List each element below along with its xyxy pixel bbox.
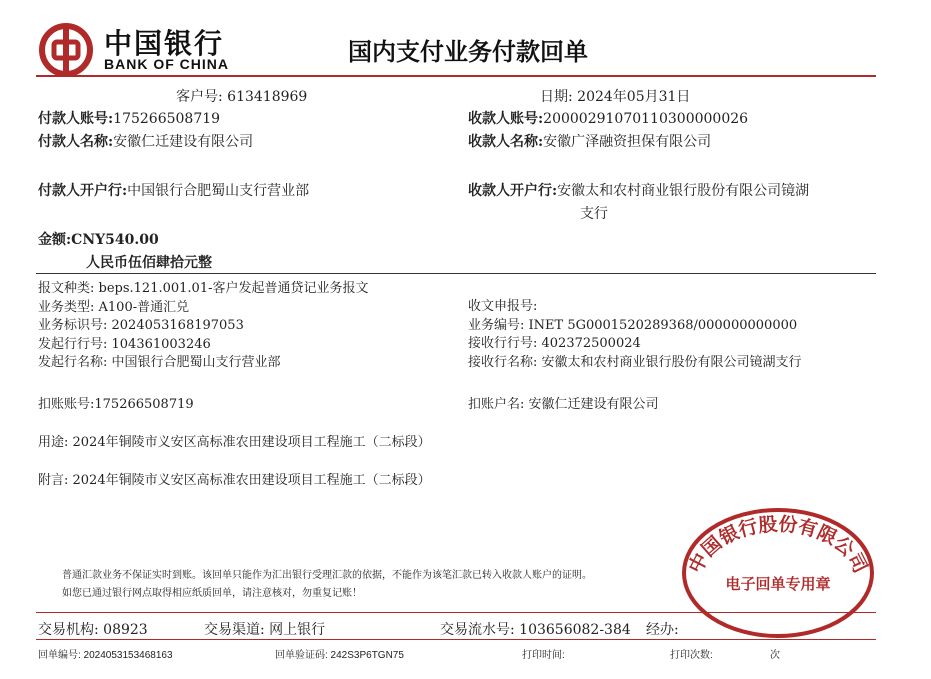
electronic-seal [678,505,878,644]
receipt-no: 回单编号: 2024053153468163 [38,650,173,661]
payee-account-label: 收款人账号: [468,111,544,127]
amount-words: 人民币伍佰肆拾元整 [86,255,212,271]
send-bank-no: 发起行行号: 104361003246 [38,336,211,352]
amount-label: 金额: [38,232,72,248]
print-count: 打印次数: [670,650,713,661]
remark: 附言: 2024年铜陵市义安区高标准农田建设项目工程施工（二标段） [38,473,431,488]
payer-account-row [38,108,220,128]
bank-name-cn: 中国银行 [104,27,225,60]
page-title: 国内支付业务付款回单 [348,37,588,66]
msg-type: 报文种类: beps.121.001.01-客户发起普通贷记业务报文 [38,281,369,296]
notice-line1: 普通汇款业务不保证实时到账。该回单只能作为汇出银行受理汇款的依据，不能作为该笔汇款已转入收款人账户的证明。 [62,570,592,581]
details-right [468,298,802,372]
debit-account: 扣账账号:175266508719 [38,397,194,412]
biz-no: 业务编号: INET 5G0001520289368/000000000000 [468,317,798,333]
payee-bank-label: 收款人开户行: [468,183,558,199]
seal-top-text: 中国银行股份有限公司 [684,513,872,577]
payer-name-row [38,131,253,151]
send-bank-name: 发起行名称: 中国银行合肥蜀山支行营业部 [38,355,281,370]
recv-bank-no: 接收行行号: 402372500024 [468,336,641,351]
payer-bank-row [38,180,309,200]
receipt-report-no: 收文申报号: [468,299,538,314]
print-time: 打印时间: [522,650,565,661]
debit-name: 扣账户名: 安徽仁迁建设有限公司 [468,397,659,412]
trade-channel: 交易渠道: 网上银行 [204,622,326,638]
payee-name-row [468,131,711,151]
footer-bottom-divider [36,639,876,640]
payer-name-label: 付款人名称: [38,134,114,150]
details-left [38,280,368,373]
receipt-date: 日期: 2024年05月31日 [540,89,691,105]
payee-name-label: 收款人名称: [468,134,544,150]
notice-line2: 如您已通过银行网点取得相应纸质回单，请注意核对，勿重复记账！ [62,588,362,599]
biz-type: 业务类型: A100-普通汇兑 [38,299,190,315]
seal-bottom-text: 电子回单专用章 [725,575,831,593]
payee-bank-line2: 支行 [580,206,608,222]
payee-account-row [468,108,748,128]
trade-serial: 交易流水号: 103656082-384 [440,622,631,638]
verify-code: 回单验证码: 242S3P6TGN75 [275,650,404,661]
bank-name-en: BANK OF CHINA [104,56,229,72]
handler: 经办: [646,622,679,638]
purpose: 用途: 2024年铜陵市义安区高标准农田建设项目工程施工（二标段） [38,435,431,450]
payer-bank-label: 付款人开户行: [38,183,128,199]
amount-divider [36,273,876,274]
svg-text:中国银行股份有限公司 [684,512,872,576]
amount-row [38,229,159,249]
payer-account-label: 付款人账号: [38,111,114,127]
recv-bank-name: 接收行名称: 安徽太和农村商业银行股份有限公司镜湖支行 [468,354,802,370]
payee-account: 20000291070110300000026 [543,111,749,127]
payee-bank-row [468,180,809,200]
print-times-unit: 次 [770,650,780,661]
header-divider [36,75,876,77]
payer-bank: 中国银行合肥蜀山支行营业部 [127,183,310,199]
footer-top-divider [36,612,876,613]
customer-no: 客户号: 613418969 [176,89,308,105]
bank-logo [38,22,94,82]
payee-bank: 安徽太和农村商业银行股份有限公司镜湖 [557,183,810,199]
bank-of-china-icon [38,22,94,78]
payee-name: 安徽广泽融资担保有限公司 [543,134,712,150]
amount-value: CNY540.00 [71,232,159,248]
biz-id: 业务标识号: 2024053168197053 [38,318,244,333]
trade-org: 交易机构: 08923 [38,622,148,638]
payer-account: 175266508719 [113,111,221,127]
payer-name: 安徽仁迁建设有限公司 [113,134,254,150]
